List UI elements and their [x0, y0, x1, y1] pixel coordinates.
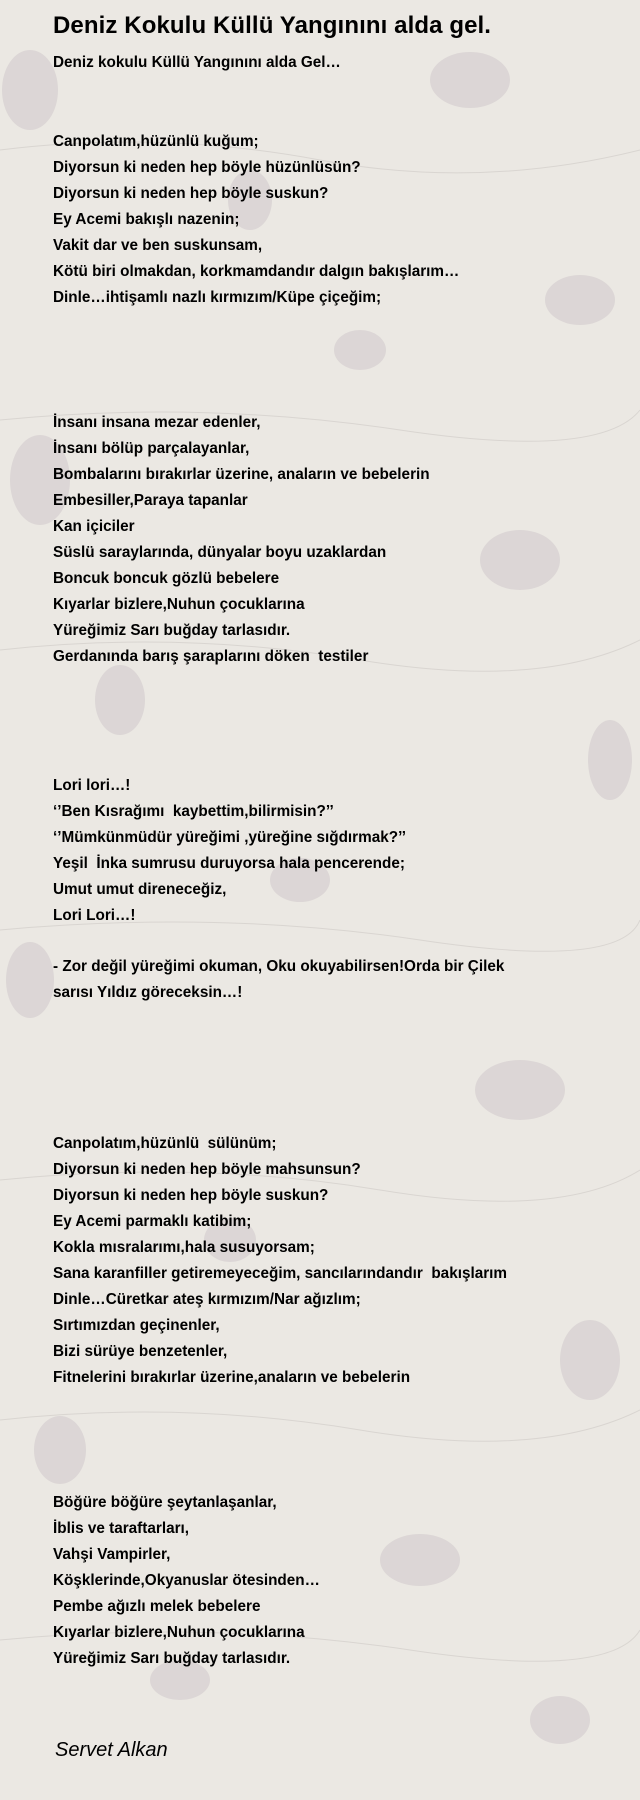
poem-line: Diyorsun ki neden hep böyle hüzünlüsün? — [53, 159, 361, 176]
poem-line: Kokla mısralarımı,hala susuyorsam; — [53, 1239, 315, 1256]
author-name: Servet Alkan — [55, 1739, 168, 1761]
poem-line: Boncuk boncuk gözlü bebelere — [53, 570, 280, 587]
poem-line: Kan içiciler — [53, 518, 135, 535]
poem-line: Diyorsun ki neden hep böyle mahsunsun? — [53, 1161, 361, 1178]
poem-line: Süslü saraylarında, dünyalar boyu uzaklardan — [53, 544, 387, 561]
poem-line: Kıyarlar bizlere,Nuhun çocuklarına — [53, 1624, 305, 1641]
poem-line: İnsanı insana mezar edenler, — [53, 414, 261, 431]
poem-line: Sırtımızdan geçinenler, — [53, 1317, 220, 1334]
stanza-subtitle — [53, 50, 593, 76]
poem-line: Yüreğimiz Sarı buğday tarlasıdır. — [53, 622, 291, 639]
poem-line: Canpolatım,hüzünlü sülünüm; — [53, 1135, 277, 1152]
poem-line: Kıyarlar bizlere,Nuhun çocuklarına — [53, 596, 305, 613]
stanza-2 — [53, 410, 593, 670]
poem-line: Lori Lori…! — [53, 907, 136, 924]
poem-line: İblis ve taraftarları, — [53, 1520, 190, 1537]
stanza-5 — [53, 1131, 593, 1391]
poem-line: Böğüre böğüre şeytanlaşanlar, — [53, 1494, 277, 1511]
poem-line: Fitnelerini bırakırlar üzerine,anaların ve bebelerin — [53, 1369, 411, 1386]
poem-line: Vahşi Vampirler, — [53, 1546, 171, 1563]
poem-line: Diyorsun ki neden hep böyle suskun? — [53, 185, 329, 202]
poem-line: Lori lori…! — [53, 777, 131, 794]
poem-line: Yeşil İnka sumrusu duruyorsa hala pencerende; — [53, 855, 405, 872]
poem-line: ‘’Mümkünmüdür yüreğimi ,yüreğine sığdırmak?’’ — [53, 829, 407, 846]
poem-line: Deniz kokulu Küllü Yangınını alda Gel… — [53, 54, 341, 71]
poem-line: Umut umut direneceğiz, — [53, 881, 227, 898]
poem-line: - Zor değil yüreğimi okuman, Oku okuyabilirsen!Orda bir Çilek sarısı Yıldız göreceksin…! — [53, 958, 505, 1001]
stanza-6 — [53, 1490, 593, 1672]
poem-line: Gerdanında barış şaraplarını döken testiler — [53, 648, 369, 665]
poem-line: Dinle…ihtişamlı nazlı kırmızım/Küpe çiçeğim; — [53, 289, 382, 306]
stanza-3 — [53, 773, 593, 929]
poem-line: Ey Acemi bakışlı nazenin; — [53, 211, 240, 228]
poem-line: Bombalarını bırakırlar üzerine, anaların ve bebelerin — [53, 466, 430, 483]
poem-line: Sana karanfiller getiremeyeceğim, sancılarındandır bakışlarım — [53, 1265, 508, 1282]
poem-line: Köşklerinde,Okyanuslar ötesinden… — [53, 1572, 320, 1589]
poem-line: Canpolatım,hüzünlü kuğum; — [53, 133, 259, 150]
stanza-4 — [53, 954, 543, 1006]
page-title: Deniz Kokulu Küllü Yangınını alda gel. — [53, 12, 492, 39]
poem-line: Embesiller,Paraya tapanlar — [53, 492, 248, 509]
poem-line: Vakit dar ve ben suskunsam, — [53, 237, 263, 254]
stanza-1 — [53, 129, 593, 311]
poem-line: İnsanı bölüp parçalayanlar, — [53, 440, 250, 457]
poem-line: Diyorsun ki neden hep böyle suskun? — [53, 1187, 329, 1204]
poem-line: Yüreğimiz Sarı buğday tarlasıdır. — [53, 1650, 291, 1667]
poem-line: Ey Acemi parmaklı katibim; — [53, 1213, 252, 1230]
poem-line: Kötü biri olmakdan, korkmamdandır dalgın bakışlarım… — [53, 263, 460, 280]
poem-line: Bizi sürüye benzetenler, — [53, 1343, 228, 1360]
poem-line: Dinle…Cüretkar ateş kırmızım/Nar ağızlım; — [53, 1291, 361, 1308]
poem-line: Pembe ağızlı melek bebelere — [53, 1598, 261, 1615]
poem-line: ‘’Ben Kısrağımı kaybettim,bilirmisin?’’ — [53, 803, 334, 820]
